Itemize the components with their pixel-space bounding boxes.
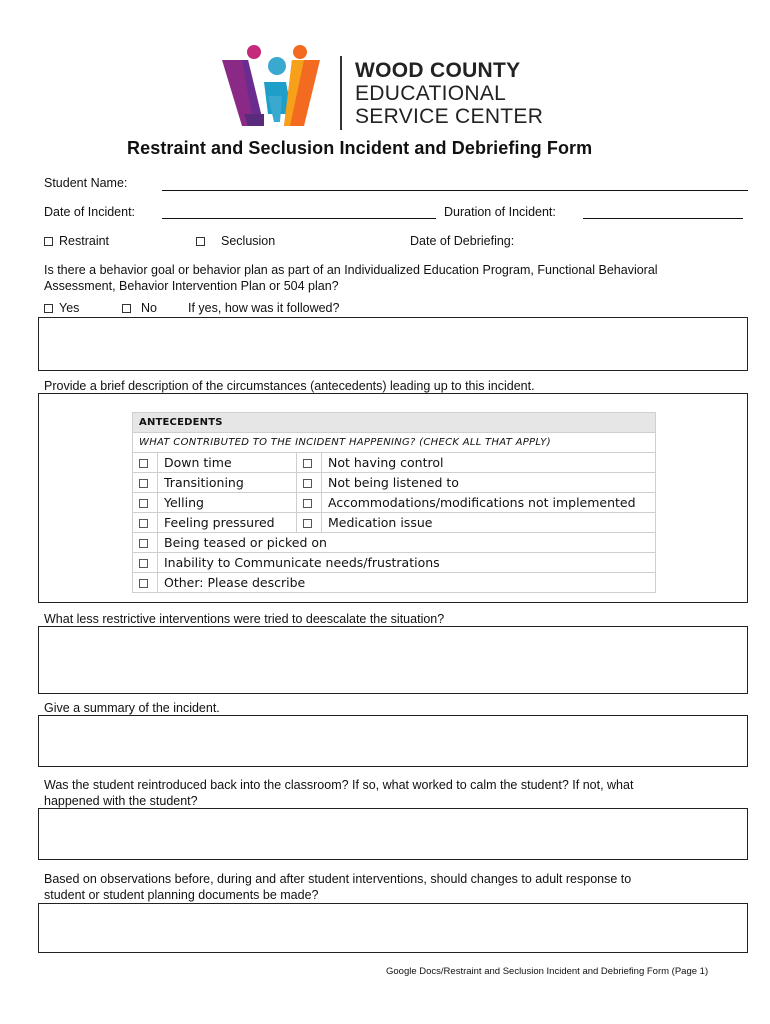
org-name-line2: EDUCATIONAL [355,82,507,105]
option-label: Inability to Communicate needs/frustrations [158,553,656,573]
behavior-question-line1: Is there a behavior goal or behavior plan as part of an Individualized Education Program, Functional Behavioral [44,263,658,277]
cell-checkbox[interactable] [133,553,158,573]
org-logo [220,44,328,130]
seclusion-checkbox[interactable] [196,237,205,246]
cell-checkbox[interactable] [133,533,158,553]
option-label: Other: Please describe [158,573,656,593]
yes-checkbox[interactable] [44,304,53,313]
yes-label: Yes [59,301,80,315]
down-time-checkbox[interactable] [139,459,148,468]
interventions-textbox[interactable] [38,626,748,694]
duration-field[interactable] [583,218,743,219]
observations-textbox[interactable] [38,903,748,953]
not-listened-checkbox[interactable] [303,479,312,488]
antecedents-heading-row [133,413,656,433]
student-name-label: Student Name: [44,176,128,190]
page-footer: Google Docs/Restraint and Seclusion Incident and Debriefing Form (Page 1) [386,966,709,977]
table-row [133,553,656,573]
date-debriefing-label: Date of Debriefing: [410,234,515,248]
cell-checkbox[interactable] [133,513,158,533]
cell-checkbox[interactable] [297,513,322,533]
followed-label: If yes, how was it followed? [188,301,340,315]
cell-checkbox[interactable] [133,573,158,593]
summary-textbox[interactable] [38,715,748,767]
restraint-checkbox[interactable] [44,237,53,246]
antecedents-subheading-row [133,433,656,453]
antecedent-prompt: Provide a brief description of the circumstances (antecedents) leading up to this incident. [44,379,535,393]
teased-checkbox[interactable] [139,539,148,548]
cell-checkbox[interactable] [297,453,322,473]
antecedents-heading: ANTECEDENTS [133,413,656,433]
option-label: Being teased or picked on [158,533,656,553]
cell-checkbox[interactable] [297,473,322,493]
cell-checkbox[interactable] [133,473,158,493]
table-row [133,573,656,593]
logo-divider [340,56,342,130]
observations-line2: student or student planning documents be made? [44,888,319,902]
summary-prompt: Give a summary of the incident. [44,701,220,715]
not-having-control-checkbox[interactable] [303,459,312,468]
option-label: Down time [158,453,297,473]
option-label: Yelling [158,493,297,513]
option-label: Not being listened to [322,473,656,493]
logo-mark-icon [220,44,328,130]
org-name-line1: WOOD COUNTY [355,59,521,82]
restraint-option[interactable] [44,234,109,248]
option-label: Not having control [322,453,656,473]
option-label: Accommodations/modifications not implemented [322,493,656,513]
student-name-field[interactable] [162,190,748,191]
medication-issue-checkbox[interactable] [303,519,312,528]
antecedents-subheading: WHAT CONTRIBUTED TO THE INCIDENT HAPPENING? (CHECK ALL THAT APPLY) [133,433,656,453]
communicate-checkbox[interactable] [139,559,148,568]
duration-label: Duration of Incident: [444,205,556,219]
reintroduced-line1: Was the student reintroduced back into the classroom? If so, what worked to calm the student? If not, what [44,778,634,792]
no-option[interactable] [122,301,157,315]
option-label: Feeling pressured [158,513,297,533]
transitioning-checkbox[interactable] [139,479,148,488]
date-incident-field[interactable] [162,218,436,219]
table-row [133,453,656,473]
form-title: Restraint and Seclusion Incident and Debriefing Form [127,138,593,158]
table-row [133,533,656,553]
accommodations-checkbox[interactable] [303,499,312,508]
observations-line1: Based on observations before, during and after student interventions, should changes to adult response to [44,872,632,886]
no-label: No [141,301,157,315]
cell-checkbox[interactable] [133,453,158,473]
cell-checkbox[interactable] [133,493,158,513]
yelling-checkbox[interactable] [139,499,148,508]
date-incident-label: Date of Incident: [44,205,136,219]
other-checkbox[interactable] [139,579,148,588]
antecedents-table [132,412,656,593]
restraint-label: Restraint [59,234,110,248]
feeling-pressured-checkbox[interactable] [139,519,148,528]
table-row [133,473,656,493]
yes-option[interactable] [44,301,79,315]
interventions-prompt: What less restrictive interventions were tried to deescalate the situation? [44,612,445,626]
option-label: Medication issue [322,513,656,533]
cell-checkbox[interactable] [297,493,322,513]
table-row [133,513,656,533]
reintroduced-line2: happened with the student? [44,794,198,808]
reintroduced-textbox[interactable] [38,808,748,860]
no-checkbox[interactable] [122,304,131,313]
org-name-line3: SERVICE CENTER [355,105,544,128]
behavior-question-line2: Assessment, Behavior Intervention Plan or 504 plan? [44,279,339,293]
table-row [133,493,656,513]
seclusion-option[interactable] [196,234,275,248]
seclusion-label: Seclusion [221,234,276,248]
option-label: Transitioning [158,473,297,493]
followed-textbox[interactable] [38,317,748,371]
